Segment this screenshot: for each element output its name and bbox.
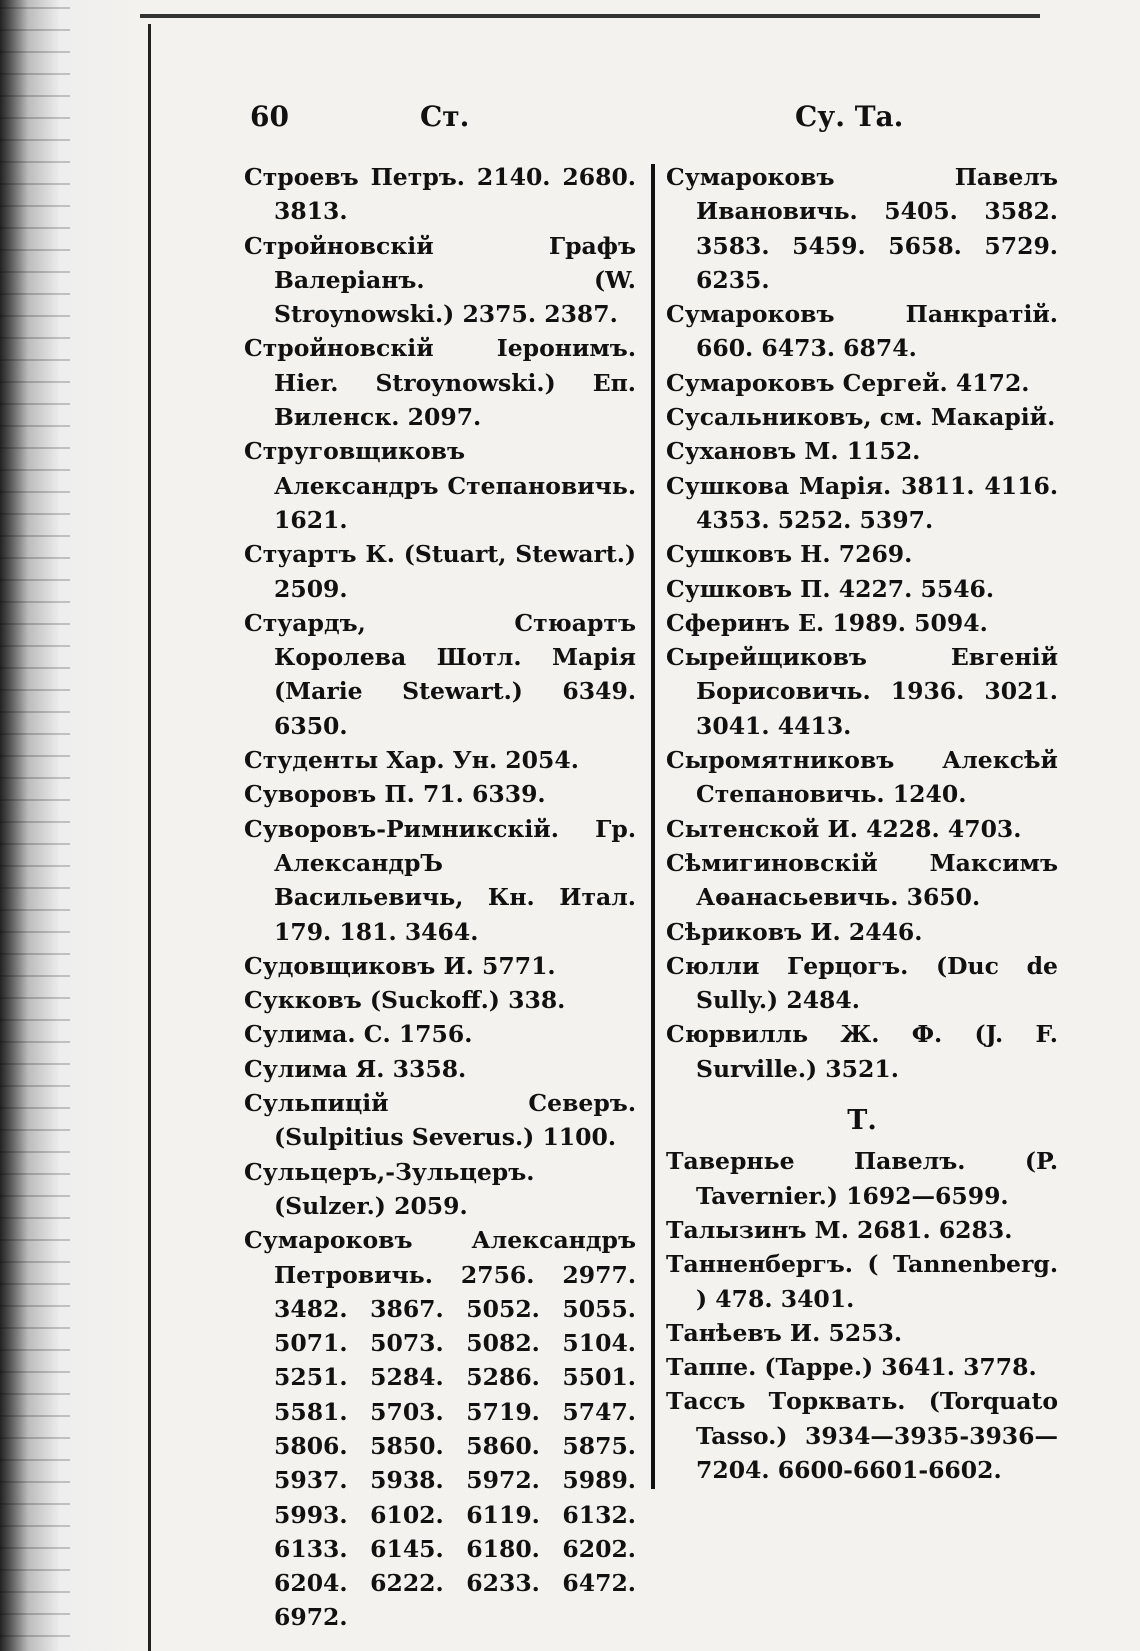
index-entry: Сытенской И. 4228. 4703. [666, 814, 1022, 843]
section-letter: Т. [847, 1105, 877, 1137]
index-entry: Сулима. С. 1756. [244, 1020, 473, 1049]
index-entry: Танненбергъ. ( Tannenberg. ) 478. 3401. [666, 1250, 1058, 1313]
index-entry: Тассъ Торквать. (Torquato Tasso.) 3934—3935-3936—7204. 6600-6601-6602. [666, 1387, 1058, 1484]
index-entry: Танѣевъ И. 5253. [666, 1318, 903, 1347]
index-entry: Тавернье Павелъ. (P. Tavernier.) 1692—6599. [666, 1147, 1058, 1210]
index-entry: Талызинъ М. 2681. 6283. [666, 1215, 1013, 1244]
index-entry: Сукковъ (Suckoff.) 338. [244, 986, 566, 1015]
index-entry: Сульпицій Северъ. (Sulpitius Severus.) 1100. [244, 1089, 636, 1152]
index-entry: Сумароковъ Александръ Петровичь. 2756. 2977. 3482. 3867. 5052. 5055. 5071. 5073. 5082. 5104. 5251. 5284. 5286. 5501. 5581. 5703. 5719. 5747. 5806. 5850. 5860. 5875. 5937. 5938. 5972. 5989. 5993. 6102. 6119. 6132. 6133. 6145. 6180. 6202. 6204. 6222. 6233. 6472. 6972. [244, 1226, 636, 1632]
scan-edge [0, 0, 150, 1651]
index-entry: Стройновскій Іеронимъ. Hier. Stroynowski.) Еп. Виленск. 2097. [244, 334, 636, 432]
index-entry: Сѣриковъ И. 2446. [666, 917, 923, 946]
index-entry: Струговщиковъ Александръ Степановичь. 1621. [244, 437, 636, 534]
top-rule [140, 14, 1040, 18]
left-rule [148, 24, 151, 1651]
column-divider [651, 164, 655, 1489]
index-entry: Стуардъ, Стюартъ Королева Шотл. Марія (Marie Stewart.) 6349. 6350. [244, 608, 636, 740]
index-entry: Стройновскій Графъ Валеріанъ. (W. Stroynowski.) 2375. 2387. [244, 231, 636, 329]
right-column [666, 160, 1058, 1487]
index-entry: Сумароковъ Панкратій. 660. 6473. 6874. [666, 300, 1058, 363]
index-entry: Сушковъ Н. 7269. [666, 540, 913, 569]
page-header [250, 100, 1080, 140]
index-entry: Сусальниковъ, см. Макарій. [666, 403, 1056, 432]
index-entry: Сульцеръ,-Зульцеръ. (Sulzer.) 2059. [244, 1157, 535, 1220]
index-entry: Стуартъ К. (Stuart, Stewart.) 2509. [244, 540, 636, 603]
left-column [244, 160, 636, 1635]
index-entry: Сферинъ Е. 1989. 5094. [666, 608, 988, 637]
index-entry: Сѣмигиновскій Максимъ Аѳанасьевичь. 3650. [666, 848, 1058, 912]
index-entry: Сулима Я. 3358. [244, 1054, 467, 1083]
left-heading: Ст. [420, 100, 470, 133]
index-entry: Сушкова Марія. 3811. 4116. 4353. 5252. 5397. [666, 471, 1058, 534]
index-entry: Строевъ Петръ. 2140. 2680. 3813. [244, 163, 636, 226]
index-entry: Студенты Хар. Ун. 2054. [244, 746, 579, 775]
index-entry: Сыромятниковъ Алексѣй Степановичь. 1240. [666, 746, 1058, 809]
index-entry: Таппе. (Tappe.) 3641. 3778. [666, 1353, 1037, 1382]
index-entry: Сумароковъ Сергей. 4172. [666, 368, 1030, 397]
index-entry: Сушковъ П. 4227. 5546. [666, 574, 995, 603]
index-entry: Суворовъ-Римникскій. Гр. АлександрЪ Васильевичь, Кн. Итал. 179. 181. 3464. [244, 814, 636, 946]
index-entry: Сюлли Герцогъ. (Duc de Sully.) 2484. [666, 951, 1058, 1015]
index-entry: Сюрвилль Ж. Ф. (J. F. Surville.) 3521. [666, 1020, 1058, 1083]
index-entry: Судовщиковъ И. 5771. [244, 951, 556, 980]
index-entry: Сухановъ М. 1152. [666, 437, 921, 466]
index-entry: Сумароковъ Павелъ Ивановичь. 5405. 3582. 3583. 5459. 5658. 5729. 6235. [666, 163, 1058, 294]
index-entry: Сырейщиковъ Евгеній Борисовичь. 1936. 3021. 3041. 4413. [666, 643, 1058, 740]
index-entry: Суворовъ П. 71. 6339. [244, 780, 546, 809]
page-number: 60 [250, 100, 289, 133]
right-heading: Су. Та. [795, 100, 904, 133]
